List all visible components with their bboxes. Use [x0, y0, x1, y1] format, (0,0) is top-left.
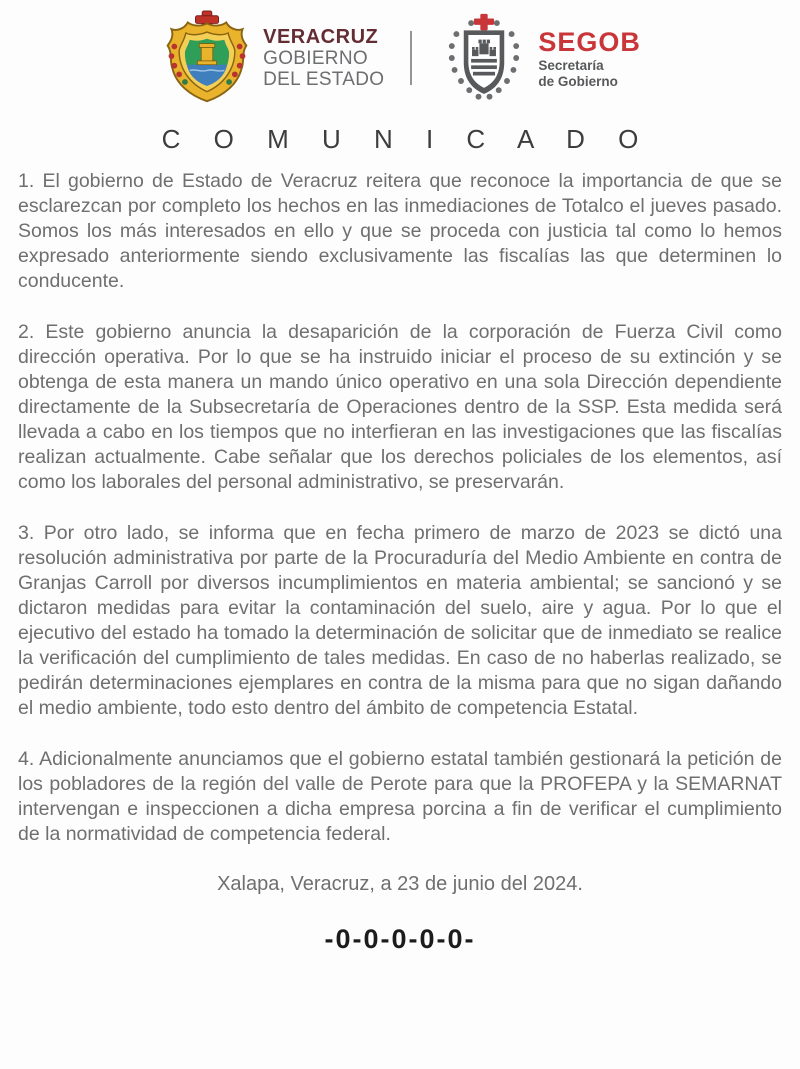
dateline: Xalapa, Veracruz, a 23 de junio del 2024. — [217, 873, 583, 895]
paragraph-3: 3. Por otro lado, se informa que en fecha primero de marzo de 2023 se dictó una resolución administrativa por parte de la Procuraduría del Medio Ambiente en contra de Granjas Carroll por diversos incumplimientos en materia ambiental; se sancionó y se dictaron medidas para evitar la contaminación del suelo, aire y agua. Por lo que el ejecutivo del estado ha tomado la determinación de solicitar que de inmediato se realice la verificación del cumplimiento de tales medidas. En caso de no haberlas realizado, se pedirán determinaciones ejemplares en contra de la misma para que no sigan dañando el medio ambiente, todo esto dentro del ámbito de competencia Estatal. — [18, 522, 782, 719]
footer-separator: -0-0-0-0-0- — [324, 924, 476, 954]
veracruz-line2: GOBIERNO — [263, 47, 368, 69]
paragraph-2: 2. Este gobierno anuncia la desaparición de la corporación de Fuerza Civil como dirección operativa. Por lo que se ha instruido iniciar el proceso de su extinción y se obtenga de esta manera un mando único operativo en una sola Dirección dependiente directamente de la Subsecretaría de Operaciones dentro de la SSP. Esta medida será llevada a cabo en los tiempos que no interfieran en las investigaciones que las fiscalías realizan actualmente. Cabe señalar que los derechos policiales de los elementos, así como los laborales del personal administrativo, se preservarán. — [18, 321, 782, 493]
paragraph-1: 1. El gobierno de Estado de Veracruz reitera que reconoce la importancia de que se esclarezcan por completo los hechos en las inmediaciones de Totalco el jueves pasado. Somos los más interesados en ello y que se proceda con justicia tal como lo hemos expresado anteriormente siendo exclusivamente las fiscalías las que determinen lo conducente. — [18, 170, 782, 292]
segob-sub1: Secretaría — [538, 58, 604, 73]
segob-wordmark — [538, 27, 641, 89]
veracruz-coat-of-arms-icon — [159, 10, 255, 106]
segob-logo — [438, 12, 641, 104]
segob-shield-icon — [438, 12, 530, 104]
communique-body — [18, 169, 782, 847]
veracruz-logo — [159, 10, 384, 106]
veracruz-name: VERACRUZ — [263, 25, 379, 48]
paragraph-4: 4. Adicionalmente anunciamos que el gobierno estatal también gestionará la petición de los pobladores de la región del valle de Perote para que la PROFEPA y la SEMARNAT intervengan e inspeccionen a dicha empresa porcina a fin de verificar el cumplimiento de la normatividad de competencia federal. — [18, 748, 782, 845]
veracruz-line3: DEL ESTADO — [263, 69, 385, 91]
segob-sub2: de Gobierno — [538, 73, 618, 89]
header-divider — [410, 31, 412, 85]
page-title: C O M U N I C A D O — [161, 124, 652, 154]
header — [18, 8, 782, 108]
veracruz-wordmark — [263, 26, 384, 91]
segob-name: SEGOB — [538, 26, 641, 57]
